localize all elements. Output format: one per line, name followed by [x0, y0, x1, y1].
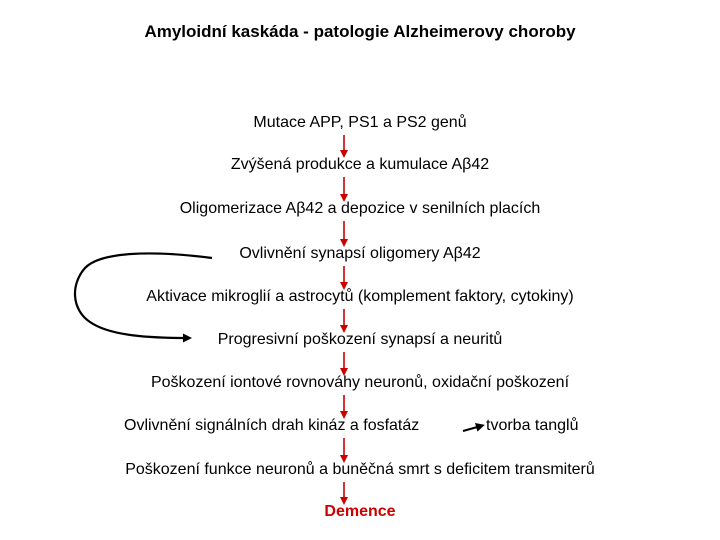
feedback-loop-arrow — [75, 253, 212, 338]
diagram-title: Amyloidní kaskáda - patologie Alzheimerovy choroby — [144, 22, 576, 41]
step-oligomerization: Oligomerizace Aβ42 a depozice v senilních placích — [179, 200, 541, 217]
step-tangle-formation: tvorba tanglů — [486, 417, 579, 434]
step-signaling-pathways: Ovlivnění signálních drah kináz a fosfatáz — [124, 417, 420, 434]
step-synapse-influence: Ovlivnění synapsí oligomery Aβ42 — [239, 245, 481, 262]
step-progressive-damage: Progresivní poškození synapsí a neuritů — [217, 331, 503, 348]
step-production: Zvýšená produkce a kumulace Aβ42 — [230, 156, 490, 173]
arrow-branch — [463, 426, 481, 431]
step-mutation: Mutace APP, PS1 a PS2 genů — [253, 114, 467, 131]
step-ion-damage: Poškození iontové rovnováhy neuronů, oxidační poškození — [150, 374, 570, 391]
step-glia-activation: Aktivace mikroglií a astrocytů (komplement faktory, cytokiny) — [146, 288, 574, 305]
step-dementia: Demence — [324, 503, 396, 520]
step-neuron-death: Poškození funkce neuronů a buněčná smrt s deficitem transmiterů — [125, 461, 595, 478]
